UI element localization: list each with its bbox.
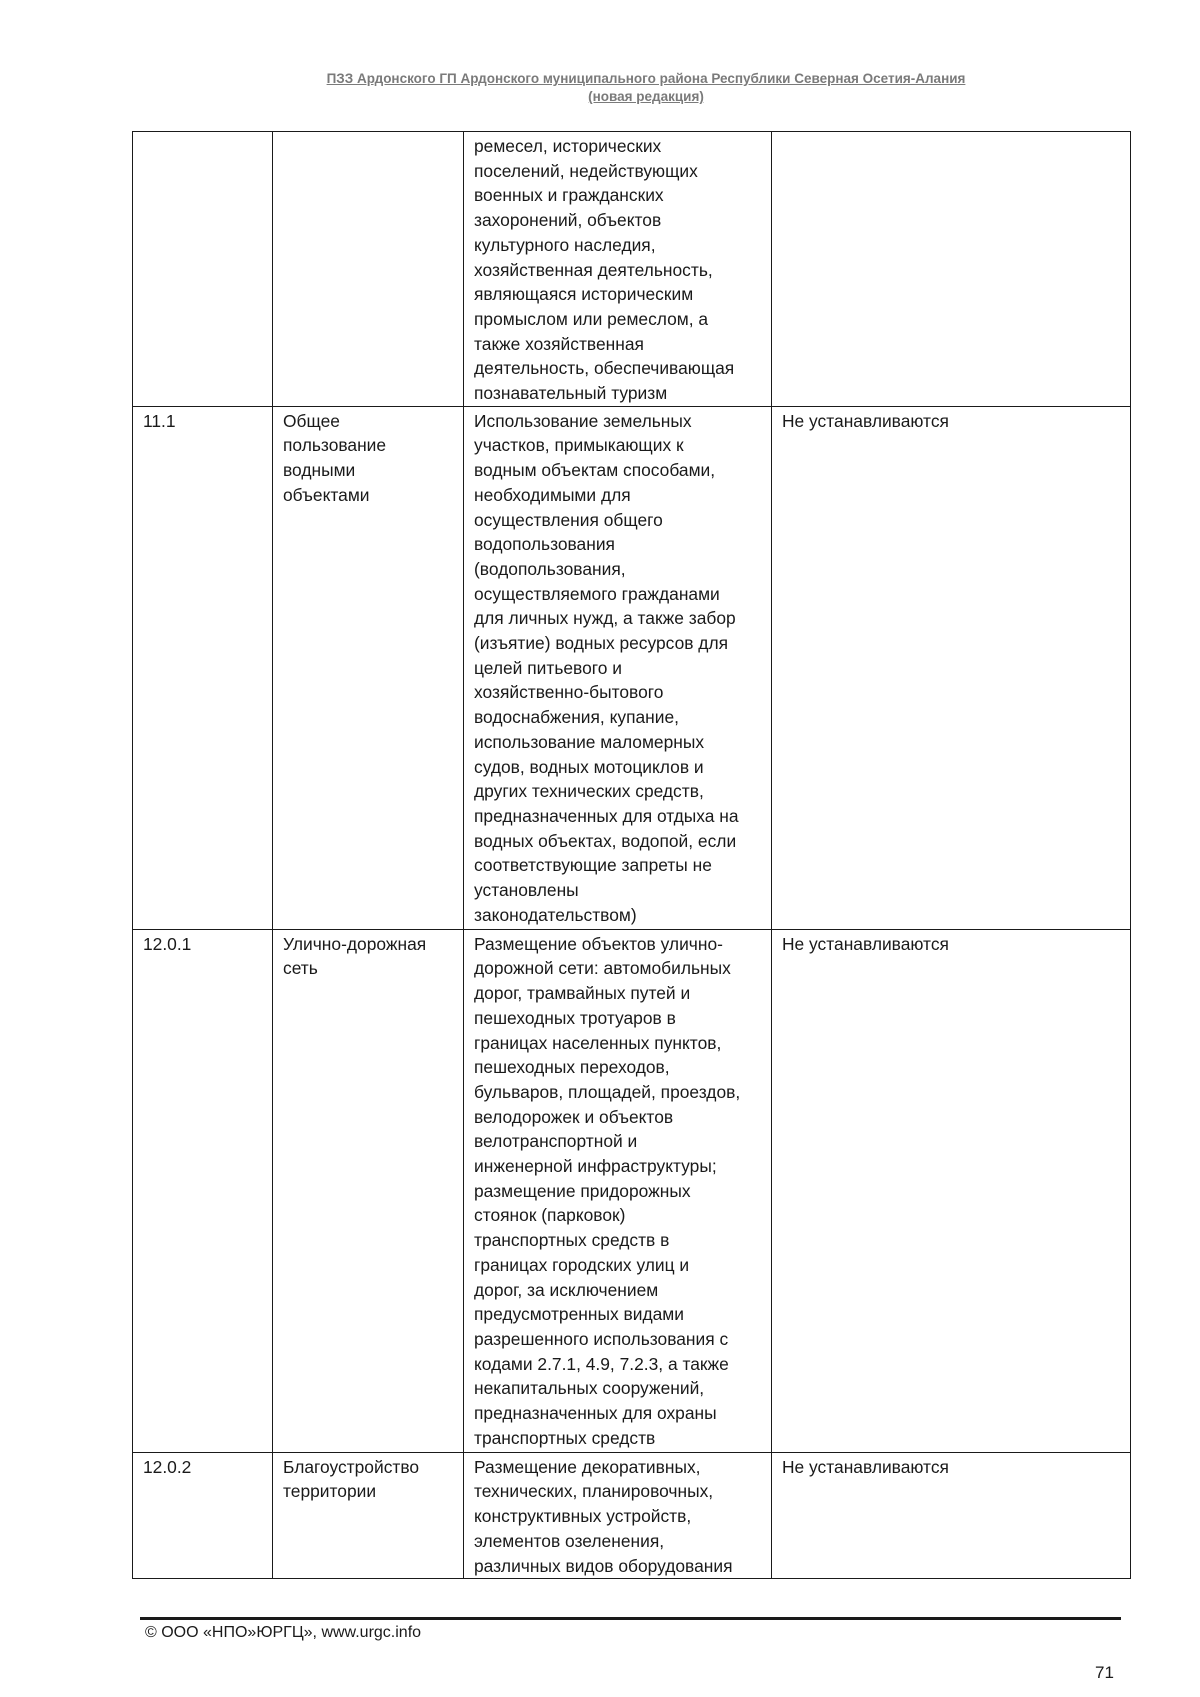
header-line-1: ПЗЗ Ардонского ГП Ардонского муниципального района Республики Северная Осетия-Алания — [326, 71, 966, 86]
footer-copyright: © ООО «НПО»ЮРГЦ», www.urgc.info — [145, 1624, 422, 1641]
cell-description: Размещение декоративных, технических, планировочных, конструктивных устройств, элементов озеленения, различных видов оборудования — [464, 1452, 772, 1579]
document-header — [0, 70, 1200, 106]
table-row — [133, 132, 1131, 407]
cell-params: Не устанавливаются — [772, 406, 1131, 929]
cell-name: Общее пользование водными объектами — [273, 406, 464, 929]
cell-name — [273, 132, 464, 407]
cell-code: 11.1 — [133, 406, 273, 929]
header-line-2: (новая редакция) — [588, 89, 704, 104]
cell-description: ремесел, исторических поселений, недействующих военных и гражданских захоронений, объектов культурного наследия, хозяйственная деятельность, являющаяся историческим промыслом или ремеслом, а также хозяйственная деятельность, обеспечивающая познавательный туризм — [464, 132, 772, 407]
cell-name: Благоустройство территории — [273, 1452, 464, 1579]
cell-description: Размещение объектов улично- дорожной сети: автомобильных дорог, трамвайных путей и пешеходных тротуаров в границах населенных пунктов, пешеходных переходов, бульваров, площадей, проездов, велодорожек и объектов велотранспортной и инженерной инфраструктуры; размещение придорожных стоянок (парковок) транспортных средств в границах городских улиц и дорог, за исключением предусмотренных видами разрешенного использования с кодами 2.7.1, 4.9, 7.2.3, а также некапитальных сооружений, предназначенных для охраны транспортных средств — [464, 929, 772, 1452]
cell-description: Использование земельных участков, примыкающих к водным объектам способами, необходимыми для осуществления общего водопользования (водопользования, осуществляемого гражданами для личных нужд, а также забор (изъятие) водных ресурсов для целей питьевого и хозяйственно-бытового водоснабжения, купание, использование маломерных судов, водных мотоциклов и других технических средств, предназначенных для отдыха на водных объектах, водопой, если соответствующие запреты не установлены законодательством) — [464, 406, 772, 929]
cell-name: Улично-дорожная сеть — [273, 929, 464, 1452]
table-row — [133, 406, 1131, 929]
land-use-table — [132, 131, 1131, 1579]
table-row — [133, 1452, 1131, 1579]
cell-code: 12.0.1 — [133, 929, 273, 1452]
page-number: 71 — [1095, 1663, 1114, 1682]
cell-params: Не устанавливаются — [772, 929, 1131, 1452]
cell-params: Не устанавливаются — [772, 1452, 1131, 1579]
cell-code — [133, 132, 273, 407]
cell-code: 12.0.2 — [133, 1452, 273, 1579]
table-row — [133, 929, 1131, 1452]
footer-divider — [140, 1617, 1121, 1620]
cell-params — [772, 132, 1131, 407]
